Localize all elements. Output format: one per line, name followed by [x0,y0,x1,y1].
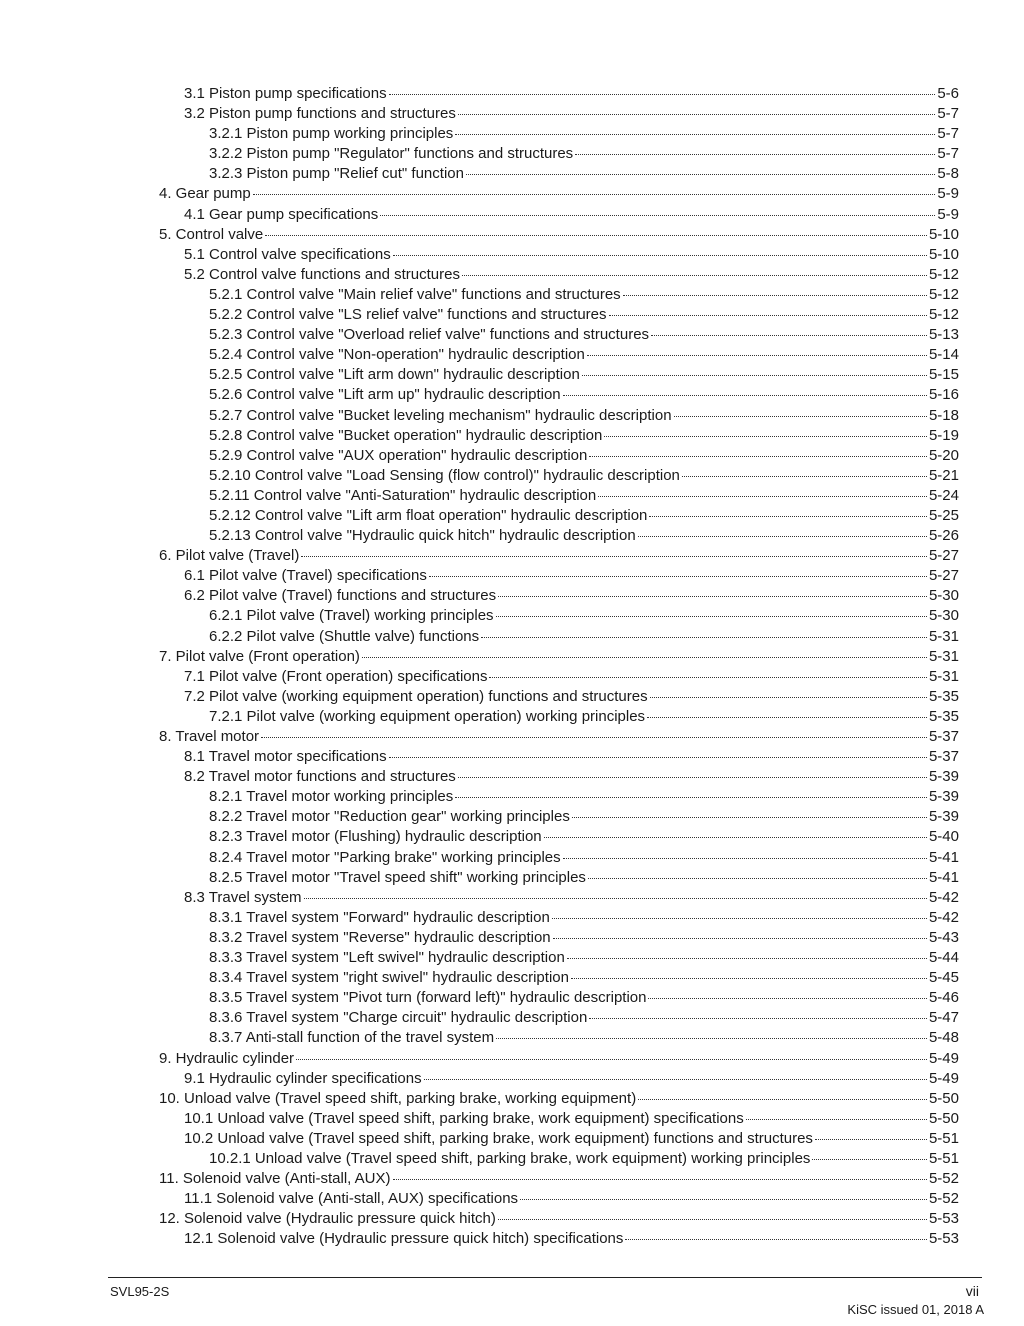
toc-dot-leader [623,295,927,296]
toc-dot-leader [587,355,927,356]
toc-dot-leader [389,94,936,95]
toc-entry[interactable] [159,526,959,546]
toc-entry-page: 5-49 [928,1049,959,1067]
toc-entry-page: 5-37 [928,728,959,745]
toc-entry-page: 5-31 [928,627,959,645]
toc-dot-leader [563,858,927,859]
toc-entry[interactable] [159,1169,959,1189]
toc-entry-title: 5.2.3 Control valve "Overload relief valve" functions and structures [209,326,650,344]
toc-entry[interactable] [159,908,959,928]
toc-entry-title: 5.2.12 Control valve "Lift arm float operation" hydraulic description [209,506,648,524]
toc-entry[interactable] [159,807,959,827]
toc-entry-page: 5-21 [928,466,959,484]
toc-entry-title: 3.2.1 Piston pump working principles [209,125,454,143]
toc-entry-page: 5-49 [928,1069,959,1087]
toc-entry-page: 5-14 [928,346,959,364]
toc-dot-leader [393,1179,927,1180]
toc-dot-leader [424,1079,927,1080]
toc-dot-leader [647,717,927,718]
toc-entry-page: 5-39 [928,788,959,806]
toc-dot-leader [649,516,927,517]
footer-model-number: SVL95-2S [110,1284,170,1299]
toc-entry-title: 8.2.5 Travel motor "Travel speed shift" working principles [209,868,586,886]
toc-dot-leader [575,154,935,155]
toc-dot-leader [609,315,927,316]
toc-entry-page: 5-51 [928,1129,959,1147]
toc-entry-page: 5-52 [928,1190,959,1208]
toc-dot-leader [393,255,927,256]
toc-dot-leader [588,878,927,879]
toc-entry[interactable] [159,104,959,124]
toc-entry-title: 5.2.8 Control valve "Bucket operation" hydraulic description [209,426,603,444]
toc-entry[interactable] [159,245,959,265]
toc-entry-title: 11.1 Solenoid valve (Anti-stall, AUX) specifications [184,1190,519,1208]
toc-entry-page: 5-35 [928,707,959,725]
toc-entry[interactable] [159,868,959,888]
toc-dot-leader [498,1219,927,1220]
toc-dot-leader [589,456,927,457]
toc-entry-page: 5-37 [928,748,959,766]
toc-entry-title: 7.1 Pilot valve (Front operation) specifications [184,667,488,685]
toc-entry-page: 5-46 [928,989,959,1007]
toc-entry[interactable] [159,1149,959,1169]
toc-dot-leader [458,114,935,115]
toc-entry-page: 5-50 [928,1089,959,1107]
toc-dot-leader [651,335,927,336]
toc-entry-title: 5.2.11 Control valve "Anti-Saturation" hydraulic description [209,486,597,504]
toc-dot-leader [389,757,927,758]
toc-entry-page: 5-8 [937,165,959,183]
toc-entry-title: 8.3 Travel system [184,888,302,906]
toc-entry-title: 8.2.3 Travel motor (Flushing) hydraulic description [209,828,542,846]
toc-entry-title: 12.1 Solenoid valve (Hydraulic pressure quick hitch) specifications [184,1230,624,1248]
toc-entry[interactable] [159,1049,959,1069]
toc-entry-page: 5-12 [928,265,959,283]
toc-entry[interactable] [159,325,959,345]
toc-dot-leader [455,797,927,798]
toc-entry[interactable] [159,727,959,747]
table-of-contents [159,84,959,1249]
toc-entry-title: 5.2.13 Control valve "Hydraulic quick hitch" hydraulic description [209,527,636,545]
toc-entry[interactable] [159,988,959,1008]
toc-entry[interactable] [159,144,959,164]
toc-dot-leader [582,375,927,376]
toc-entry-title: 8.3.4 Travel system "right swivel" hydraulic description [209,969,569,987]
toc-dot-leader [380,215,935,216]
toc-dot-leader [261,737,927,738]
toc-entry-page: 5-53 [928,1210,959,1228]
toc-entry-title: 7.2.1 Pilot valve (working equipment operation) working principles [209,707,646,725]
toc-dot-leader [567,958,927,959]
toc-entry-page: 5-44 [928,949,959,967]
toc-entry[interactable] [159,627,959,647]
toc-entry-title: 3.1 Piston pump specifications [184,85,387,102]
toc-dot-leader [604,436,927,437]
toc-dot-leader [429,576,927,577]
toc-entry[interactable] [159,1028,959,1048]
toc-dot-leader [682,476,927,477]
toc-entry[interactable] [159,406,959,426]
toc-entry[interactable] [159,385,959,405]
toc-entry-page: 5-40 [928,828,959,846]
toc-entry-title: 7. Pilot valve (Front operation) [159,647,360,665]
toc-entry[interactable] [159,365,959,385]
toc-entry-page: 5-9 [937,205,959,223]
toc-entry-page: 5-42 [928,888,959,906]
toc-dot-leader [598,496,927,497]
toc-entry[interactable] [159,707,959,727]
toc-entry-title: 8.2.1 Travel motor working principles [209,788,454,806]
toc-entry-page: 5-19 [928,426,959,444]
toc-dot-leader [301,556,927,557]
toc-entry-title: 5.2.5 Control valve "Lift arm down" hydraulic description [209,366,580,384]
toc-entry-page: 5-13 [928,326,959,344]
toc-dot-leader [552,918,927,919]
toc-entry-title: 5.2.7 Control valve "Bucket leveling mechanism" hydraulic description [209,406,672,424]
toc-entry[interactable] [159,265,959,285]
toc-entry[interactable] [159,948,959,968]
toc-dot-leader [544,837,927,838]
toc-dot-leader [812,1159,927,1160]
toc-entry-page: 5-27 [928,567,959,585]
toc-dot-leader [304,898,927,899]
toc-entry-page: 5-41 [928,868,959,886]
toc-entry[interactable] [159,225,959,245]
toc-entry-title: 10.2.1 Unload valve (Travel speed shift, parking brake, work equipment) working principles [209,1149,811,1167]
toc-dot-leader [648,998,926,999]
toc-entry[interactable] [159,164,959,184]
toc-entry[interactable] [159,647,959,667]
toc-entry[interactable] [159,888,959,908]
toc-entry-title: 5.1 Control valve specifications [184,245,391,263]
toc-entry-title: 5.2.4 Control valve "Non-operation" hydraulic description [209,346,585,364]
toc-entry-page: 5-9 [937,185,959,203]
toc-entry[interactable] [159,667,959,687]
toc-entry-title: 3.2.3 Piston pump "Relief cut" function [209,165,464,183]
toc-entry[interactable] [159,506,959,526]
toc-entry-page: 5-53 [928,1230,959,1248]
toc-entry[interactable] [159,566,959,586]
toc-dot-leader [589,1018,927,1019]
toc-entry-page: 5-31 [928,647,959,665]
toc-entry-page: 5-15 [928,366,959,384]
toc-entry-title: 5.2.10 Control valve "Load Sensing (flow control)" hydraulic description [209,466,680,484]
toc-entry[interactable] [159,345,959,365]
toc-entry-page: 5-41 [928,848,959,866]
toc-entry-page: 5-30 [928,607,959,625]
toc-entry-title: 8. Travel motor [159,728,260,745]
toc-entry[interactable] [159,446,959,466]
toc-dot-leader [638,536,927,537]
toc-entry-page: 5-12 [928,306,959,324]
toc-dot-leader [462,275,927,276]
toc-entry-title: 9. Hydraulic cylinder [159,1049,295,1067]
toc-entry[interactable] [159,827,959,847]
toc-entry-title: 8.3.7 Anti-stall function of the travel system [209,1029,495,1047]
toc-dot-leader [458,777,927,778]
toc-entry-title: 8.3.5 Travel system "Pivot turn (forward left)" hydraulic description [209,989,647,1007]
toc-entry-title: 5. Control valve [159,225,264,243]
toc-dot-leader [481,637,927,638]
toc-entry-title: 5.2 Control valve functions and structures [184,265,460,283]
toc-entry-title: 11. Solenoid valve (Anti-stall, AUX) [159,1170,391,1188]
toc-entry-title: 3.2 Piston pump functions and structures [184,105,456,123]
toc-entry[interactable] [159,305,959,325]
toc-dot-leader [362,657,927,658]
toc-entry-page: 5-7 [937,105,959,123]
toc-entry[interactable] [159,546,959,566]
toc-entry[interactable] [159,747,959,767]
toc-entry-title: 10. Unload valve (Travel speed shift, parking brake, working equipment) [159,1089,637,1107]
toc-entry-title: 10.1 Unload valve (Travel speed shift, parking brake, work equipment) specifications [184,1109,744,1127]
toc-entry[interactable] [159,486,959,506]
toc-entry-page: 5-7 [937,125,959,143]
toc-entry[interactable] [159,1189,959,1209]
toc-entry-page: 5-12 [928,285,959,303]
toc-entry-page: 5-43 [928,928,959,946]
toc-entry-page: 5-35 [928,687,959,705]
toc-dot-leader [625,1239,927,1240]
toc-entry[interactable] [159,787,959,807]
toc-entry[interactable] [159,184,959,204]
toc-entry[interactable] [159,285,959,305]
toc-dot-leader [815,1139,927,1140]
toc-entry-page: 5-52 [928,1170,959,1188]
toc-dot-leader [265,235,927,236]
toc-entry-title: 9.1 Hydraulic cylinder specifications [184,1069,422,1087]
toc-entry-title: 6.2.1 Pilot valve (Travel) working principles [209,607,494,625]
toc-entry-page: 5-42 [928,908,959,926]
toc-entry-page: 5-16 [928,386,959,404]
toc-entry[interactable] [159,687,959,707]
toc-dot-leader [498,596,927,597]
toc-entry-title: 10.2 Unload valve (Travel speed shift, parking brake, work equipment) functions and structures [184,1129,813,1147]
toc-entry-page: 5-50 [928,1109,959,1127]
toc-entry-page: 5-39 [928,808,959,826]
toc-entry-page: 5-30 [928,587,959,605]
toc-entry-page: 5-47 [928,1009,959,1027]
toc-entry[interactable] [159,1209,959,1229]
toc-entry[interactable] [159,928,959,948]
toc-dot-leader [571,978,927,979]
toc-entry[interactable] [159,968,959,988]
toc-entry[interactable] [159,606,959,626]
toc-entry-page: 5-6 [937,85,959,102]
toc-entry[interactable] [159,205,959,225]
toc-entry-page: 5-45 [928,969,959,987]
toc-dot-leader [572,817,927,818]
toc-entry[interactable] [159,1109,959,1129]
toc-entry-title: 8.2.4 Travel motor "Parking brake" working principles [209,848,561,866]
toc-entry-page: 5-26 [928,527,959,545]
toc-entry[interactable] [159,586,959,606]
toc-entry[interactable] [159,848,959,868]
toc-entry-title: 8.3.3 Travel system "Left swivel" hydraulic description [209,949,565,967]
toc-entry-title: 8.2 Travel motor functions and structures [184,768,456,786]
footer-page-number: vii [965,1283,979,1299]
toc-entry-page: 5-39 [928,768,959,786]
toc-entry[interactable] [159,426,959,446]
toc-dot-leader [553,938,927,939]
toc-entry-page: 5-10 [928,225,959,243]
toc-dot-leader [520,1199,927,1200]
footer-divider [108,1277,982,1278]
toc-entry-title: 5.2.6 Control valve "Lift arm up" hydraulic description [209,386,561,404]
toc-entry-page: 5-51 [928,1149,959,1167]
toc-entry-title: 6.1 Pilot valve (Travel) specifications [184,567,427,585]
toc-entry-title: 8.3.1 Travel system "Forward" hydraulic description [209,908,550,926]
toc-dot-leader [650,697,927,698]
toc-entry[interactable] [159,1008,959,1028]
toc-dot-leader [253,194,936,195]
toc-entry-page: 5-18 [928,406,959,424]
toc-dot-leader [496,616,927,617]
toc-entry-title: 6.2 Pilot valve (Travel) functions and structures [184,587,497,605]
toc-entry[interactable] [159,767,959,787]
toc-entry[interactable] [159,466,959,486]
toc-dot-leader [496,1038,927,1039]
toc-entry[interactable] [159,1069,959,1089]
toc-entry-title: 5.2.1 Control valve "Main relief valve" functions and structures [209,285,621,303]
toc-entry-page: 5-7 [937,145,959,163]
toc-entry-title: 7.2 Pilot valve (working equipment operation) functions and structures [184,687,648,705]
toc-entry-title: 12. Solenoid valve (Hydraulic pressure quick hitch) [159,1210,496,1228]
toc-entry-title: 8.1 Travel motor specifications [184,748,387,766]
toc-dot-leader [563,395,927,396]
toc-entry-title: 8.3.2 Travel system "Reverse" hydraulic description [209,928,551,946]
toc-entry[interactable] [159,1229,959,1249]
toc-entry-page: 5-48 [928,1029,959,1047]
toc-entry-title: 8.2.2 Travel motor "Reduction gear" working principles [209,808,570,826]
toc-entry-page: 5-25 [928,506,959,524]
footer-issue-info: KiSC issued 01, 2018 A [847,1302,984,1317]
toc-entry[interactable] [159,124,959,144]
toc-entry-title: 3.2.2 Piston pump "Regulator" functions and structures [209,145,574,163]
toc-entry-page: 5-31 [928,667,959,685]
toc-dot-leader [638,1099,927,1100]
toc-entry-page: 5-24 [928,486,959,504]
toc-entry-title: 5.2.9 Control valve "AUX operation" hydraulic description [209,446,588,464]
toc-entry-title: 4. Gear pump [159,185,251,203]
toc-entry-page: 5-27 [928,547,959,565]
toc-entry-page: 5-10 [928,245,959,263]
toc-entry-title: 6. Pilot valve (Travel) [159,547,300,565]
toc-dot-leader [455,134,935,135]
toc-entry[interactable] [159,84,959,104]
toc-entry-title: 4.1 Gear pump specifications [184,205,379,223]
toc-entry[interactable] [159,1089,959,1109]
toc-dot-leader [674,416,927,417]
toc-entry-page: 5-20 [928,446,959,464]
toc-dot-leader [746,1119,927,1120]
toc-dot-leader [489,677,926,678]
toc-dot-leader [466,174,935,175]
toc-entry[interactable] [159,1129,959,1149]
toc-dot-leader [296,1059,927,1060]
toc-entry-title: 6.2.2 Pilot valve (Shuttle valve) functions [209,627,480,645]
toc-entry-title: 5.2.2 Control valve "LS relief valve" functions and structures [209,306,607,324]
toc-entry-title: 8.3.6 Travel system "Charge circuit" hydraulic description [209,1009,588,1027]
